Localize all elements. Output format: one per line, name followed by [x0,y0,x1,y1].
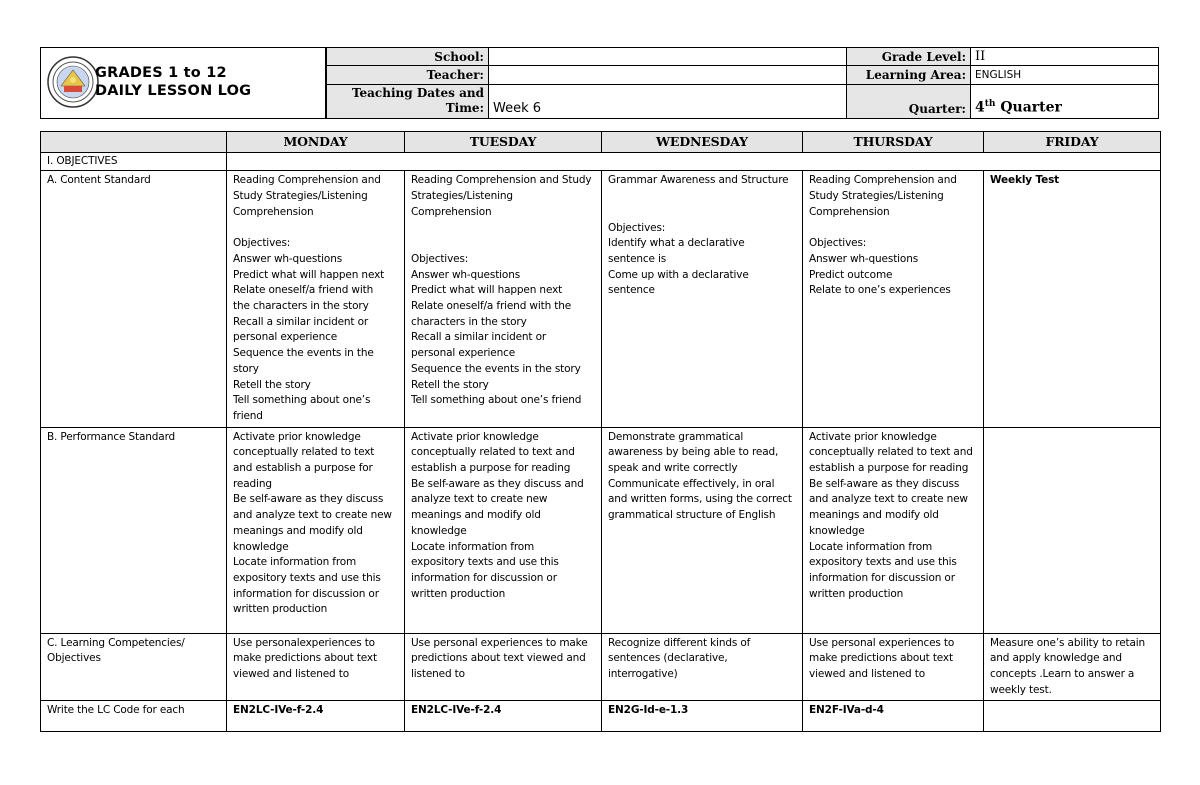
cell-performance-tuesday[interactable]: Activate prior knowledge conceptually related to text and establish a purpose for reading Be self-aware as they discuss and analyze text to create new meanings and modify old knowledge Locate information from expository texts and use this information for discussion or written production [405,427,602,633]
page-title [95,64,251,100]
cell-lc-code-monday[interactable]: EN2LC-IVe-f-2.4 [227,701,405,732]
teacher-field[interactable] [489,66,847,84]
school-label: School: [327,48,489,66]
day-header-empty [41,132,227,153]
cell-content-wednesday[interactable]: Grammar Awareness and Structure Objectives: Identify what a declarative sentence is Come up with a declarative sentence [602,171,803,427]
grade-level-field[interactable]: II [971,48,1159,66]
cell-lc-code-tuesday[interactable]: EN2LC-IVe-f-2.4 [405,701,602,732]
row-label-lc-code: Write the LC Code for each [41,701,227,732]
grade-level-label: Grade Level: [847,48,971,66]
cell-content-friday[interactable]: Weekly Test [984,171,1161,427]
day-header-tuesday: TUESDAY [405,132,602,153]
day-header-friday: FRIDAY [984,132,1161,153]
quarter-word: Quarter [995,100,1062,116]
objectives-row [41,152,1161,171]
row-label-learning-competencies: C. Learning Competencies/ Objectives [41,633,227,701]
quarter-number: 4 [975,100,985,116]
table-row [41,427,1161,633]
cell-lc-code-wednesday[interactable]: EN2G-Id-e-1.3 [602,701,803,732]
cell-content-thursday[interactable]: Reading Comprehension and Study Strategies/Listening Comprehension Objectives: Answer wh-questions Predict outcome Relate to one’s experiences [803,171,984,427]
cell-competencies-wednesday[interactable]: Recognize different kinds of sentences (declarative, interrogative) [602,633,803,701]
day-header-row [41,132,1161,153]
table-row [41,633,1161,701]
cell-content-tuesday[interactable]: Reading Comprehension and Study Strategies/Listening Comprehension Objectives: Answer wh-questions Predict what will happen next Relate oneself/a friend with the characters in the story Recall a similar incident or personal experience Sequence the events in the story Retell the story Tell something about one’s friend [405,171,602,427]
title-block [40,47,326,119]
day-header-wednesday: WEDNESDAY [602,132,803,153]
day-header-thursday: THURSDAY [803,132,984,153]
table-row [41,701,1161,732]
cell-competencies-tuesday[interactable]: Use personal experiences to make predictions about text viewed and listened to [405,633,602,701]
teaching-dates-field[interactable]: Week 6 [489,84,847,119]
quarter-suffix: th [984,99,996,110]
lesson-table [40,131,1161,732]
cell-performance-friday[interactable] [984,427,1161,633]
day-header-monday: MONDAY [227,132,405,153]
cell-competencies-monday[interactable]: Use personalexperiences to make predictions about text viewed and listened to [227,633,405,701]
info-table [326,47,1159,119]
teacher-label: Teacher: [327,66,489,84]
cell-performance-thursday[interactable]: Activate prior knowledge conceptually related to text and establish a purpose for reading Be self-aware as they discuss and analyze text to create new meanings and modify old knowledge Locate information from expository texts and use this information for discussion or written production [803,427,984,633]
cell-lc-code-thursday[interactable]: EN2F-IVa-d-4 [803,701,984,732]
school-field[interactable] [489,48,847,66]
quarter-label: Quarter: [847,84,971,119]
table-row [41,171,1161,427]
cell-performance-monday[interactable]: Activate prior knowledge conceptually related to text and establish a purpose for reading Be self-aware as they discuss and analyze text to create new meanings and modify old knowledge Locate information from expository texts and use this information for discussion or written production [227,427,405,633]
cell-content-monday[interactable]: Reading Comprehension and Study Strategies/Listening Comprehension Objectives: Answer wh-questions Predict what will happen next Relate oneself/a friend with the characters in the story Recall a similar incident or personal experience Sequence the events in the story Retell the story Tell something about one’s friend [227,171,405,427]
title-line-2: DAILY LESSON LOG [95,83,252,99]
teaching-dates-label [327,84,489,119]
learning-area-field[interactable]: ENGLISH [971,66,1159,84]
title-line-1: GRADES 1 to 12 [95,65,227,81]
cell-competencies-thursday[interactable]: Use personal experiences to make predictions about text viewed and listened to [803,633,984,701]
objectives-span [227,152,1161,171]
cell-lc-code-friday[interactable] [984,701,1161,732]
teaching-dates-label-line-2: Time: [445,101,484,116]
teaching-dates-label-line-1: Teaching Dates and [351,86,484,101]
row-label-performance-standard: B. Performance Standard [41,427,227,633]
row-label-content-standard: A. Content Standard [41,171,227,427]
cell-performance-wednesday[interactable]: Demonstrate grammatical awareness by being able to read, speak and write correctly Communicate effectively, in oral and written forms, using the correct grammatical structure of English [602,427,803,633]
deped-seal-icon [47,56,99,108]
cell-competencies-friday[interactable]: Measure one’s ability to retain and apply knowledge and concepts .Learn to answer a weekly test. [984,633,1161,701]
quarter-field[interactable] [971,84,1159,119]
learning-area-label: Learning Area: [847,66,971,84]
objectives-label: I. OBJECTIVES [41,152,227,171]
